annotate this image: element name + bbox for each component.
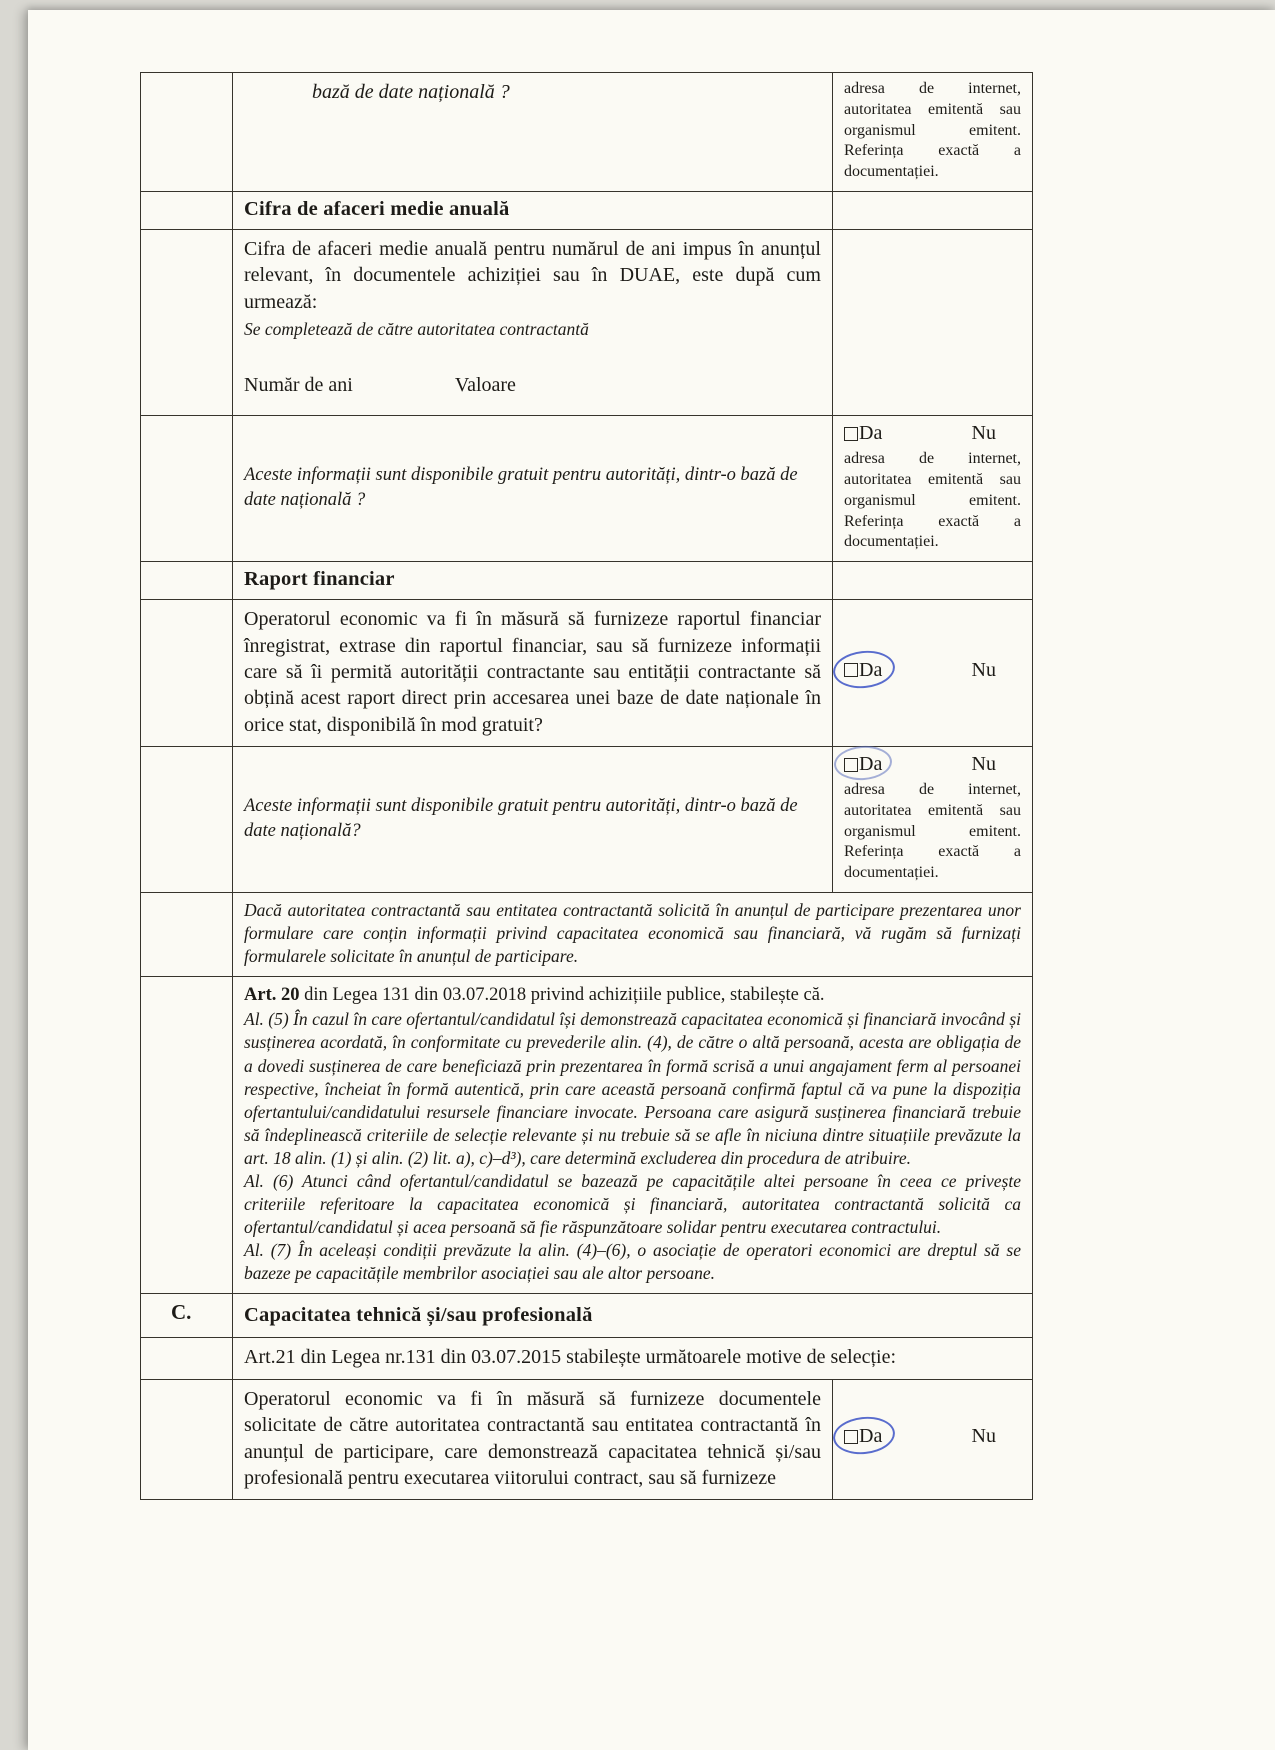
da-label: Da bbox=[859, 753, 883, 776]
table-row bbox=[141, 977, 1033, 1294]
nu-option[interactable]: Nu bbox=[971, 422, 996, 445]
cell-question-continuation bbox=[233, 73, 833, 192]
section-header-capacitatea: Capacitatea tehnică și/sau profesională bbox=[244, 1304, 593, 1327]
art20-al6: Al. (6) Atunci când ofertantul/candidatul se bazează pe capacitățile altei persoane în ceea ce privește criteriile referitoare la capacitatea economică și financiară, autoritatea contractantă solicită ca ofertantul/candidatul și acea persoană să fie răspunzătoare solidar pentru executarea contractului. bbox=[244, 1170, 1021, 1238]
table-row-section-header bbox=[141, 1294, 1033, 1338]
cell-art20 bbox=[233, 977, 1033, 1294]
art20-number: Art. 20 bbox=[244, 985, 300, 1006]
table-row-section-header bbox=[141, 191, 1033, 229]
da-option[interactable] bbox=[844, 1425, 882, 1448]
nu-option[interactable]: Nu bbox=[971, 658, 996, 681]
numar-ani-label: Număr de ani bbox=[244, 374, 353, 397]
cell-section-header bbox=[233, 1294, 1033, 1338]
da-label: Da bbox=[859, 658, 883, 681]
da-option[interactable] bbox=[844, 753, 882, 776]
completare-note: Se completează de către autoritatea contractantă bbox=[244, 319, 589, 340]
cell-cifra-body bbox=[233, 229, 833, 415]
art20-al7: Al. (7) În aceleași condiții prevăzute la alin. (4)–(6), o asociație de operatori economici are dreptul să se bazeze pe capacitățile membrilor asociației sau ale altor persoane. bbox=[244, 1240, 1021, 1284]
table-row bbox=[141, 893, 1033, 977]
section-header-raport: Raport financiar bbox=[244, 568, 395, 591]
da-nu-options bbox=[844, 422, 996, 445]
cell-index-empty bbox=[141, 893, 233, 977]
capacitate-question-text: Operatorul economic va fi în măsură să furnizeze documentele solicitate de către autoritatea contractantă sau entitatea contractantă în anunțul de participare, care demonstrează capacitatea tehnică și/sau profesională pentru executarea viitorului contract, sau să furnizeze bbox=[244, 1387, 821, 1490]
cell-art21 bbox=[233, 1338, 1033, 1379]
valoare-label: Valoare bbox=[454, 374, 516, 397]
table-row bbox=[141, 416, 1033, 562]
cell-index-empty bbox=[141, 191, 233, 229]
cell-answer bbox=[833, 747, 1033, 893]
da-label: Da bbox=[859, 422, 883, 445]
cell-question bbox=[233, 416, 833, 562]
cell-capacitate-question bbox=[233, 1379, 833, 1500]
da-option[interactable] bbox=[844, 422, 882, 445]
cell-index-empty bbox=[141, 747, 233, 893]
table-row bbox=[141, 73, 1033, 192]
art20-intro bbox=[244, 983, 1021, 1008]
da-nu-options bbox=[844, 1425, 996, 1448]
art20-al5: Al. (5) În cazul în care ofertantul/candidatul își demonstrează capacitatea economică și financiară invocând și susținerea acordată, în conformitate cu prevederile alin. (4), de către o altă persoană, acesta are obligația de a dovedi susținerea de care beneficiază prin prezentarea în formă scrisă a unui angajament ferm al persoanei respective, încheiat în formă autentică, prin care această persoană confirmă faptul că va pune la dispoziția ofertantului/candidatului resursele financiare invocate. Persoana care asigură susținerea financiară trebuie să îndeplinească criteriile de selecție relevante și nu trebuie să se afle în niciuna dintre situațiile prevăzute la art. 18 alin. (1) și alin. (2) lit. a), c)–d³), care determină excluderea din procedura de atribuire. bbox=[244, 1009, 1021, 1168]
evidence-note-text: adresa de internet, autoritatea emitentă sau organismul emitent. Referința exactă a documentației. bbox=[844, 781, 1021, 882]
question-continuation-text: bază de date națională ? bbox=[312, 81, 510, 103]
cell-formulare-note bbox=[233, 893, 1033, 977]
formulare-note-text: Dacă autoritatea contractantă sau entitatea contractantă solicită în anunțul de participare prezentarea unor formulare care conțin informații privind capacitatea economică sau financiară, vă rugăm să furnizați formularele solicitate în anunțul de participare. bbox=[244, 900, 1021, 967]
cifra-paragraph: Cifra de afaceri medie anuală pentru numărul de ani impus în anunțul relevant, în documentele achiziției sau în DUAE, este după cum urmează: bbox=[244, 237, 821, 313]
cell-section-letter bbox=[141, 1294, 233, 1338]
cell-index-empty bbox=[141, 1338, 233, 1379]
raport-question-text: Operatorul economic va fi în măsură să furnizeze raportul financiar înregistrat, extrase din raportul financiar, sau să furnizeze informații care să îi permită autorității contractante sau entității contractante să obțină acest raport direct prin accesarea unei baze de date naționale în orice stat, disponibilă în mod gratuit? bbox=[244, 608, 821, 736]
evidence-note-text: adresa de internet, autoritatea emitentă sau organismul emitent. Referința exactă a documentației. bbox=[844, 80, 1021, 181]
table-row bbox=[141, 229, 1033, 415]
nu-option[interactable]: Nu bbox=[971, 753, 996, 776]
section-letter: C. bbox=[171, 1300, 192, 1325]
question-text: Aceste informații sunt disponibile gratuit pentru autorități, dintr-o bază de date națională ? bbox=[244, 465, 798, 510]
art20-intro-rest: din Legea 131 din 03.07.2018 privind achizițiile publice, stabilește că. bbox=[299, 985, 825, 1006]
cell-answer bbox=[833, 1379, 1033, 1500]
ani-valoare-line bbox=[244, 374, 821, 397]
cell-question bbox=[233, 747, 833, 893]
procurement-form-table bbox=[140, 72, 1033, 1500]
cell-index-empty bbox=[141, 1379, 233, 1500]
cell-answer bbox=[833, 600, 1033, 747]
checkbox-icon[interactable] bbox=[844, 1430, 858, 1444]
da-option[interactable] bbox=[844, 659, 882, 682]
cell-index-empty bbox=[141, 977, 233, 1294]
da-nu-options bbox=[844, 659, 996, 682]
cell-empty bbox=[833, 229, 1033, 415]
da-nu-options bbox=[844, 753, 996, 776]
checkbox-icon[interactable] bbox=[844, 758, 858, 772]
evidence-note-text: adresa de internet, autoritatea emitentă sau organismul emitent. Referința exactă a documentației. bbox=[844, 450, 1021, 551]
checkbox-icon[interactable] bbox=[844, 663, 858, 677]
question-text: Aceste informații sunt disponibile gratuit pentru autorități, dintr-o bază de date națională? bbox=[244, 796, 798, 841]
checkbox-icon[interactable] bbox=[844, 427, 858, 441]
cell-evidence-note bbox=[833, 73, 1033, 192]
da-label: Da bbox=[859, 1425, 883, 1448]
cell-empty bbox=[833, 191, 1033, 229]
nu-option[interactable]: Nu bbox=[971, 1425, 996, 1448]
cell-section-header bbox=[233, 191, 833, 229]
scanned-document-page bbox=[28, 10, 1275, 1750]
table-row bbox=[141, 1338, 1033, 1379]
table-row-section-header bbox=[141, 562, 1033, 600]
cell-index-empty bbox=[141, 73, 233, 192]
table-row bbox=[141, 600, 1033, 747]
cell-raport-question bbox=[233, 600, 833, 747]
cell-index-empty bbox=[141, 562, 233, 600]
cell-empty bbox=[833, 562, 1033, 600]
cell-index-empty bbox=[141, 600, 233, 747]
table-row bbox=[141, 1379, 1033, 1500]
cell-index-empty bbox=[141, 416, 233, 562]
cell-answer bbox=[833, 416, 1033, 562]
cell-index-empty bbox=[141, 229, 233, 415]
art21-text: Art.21 din Legea nr.131 din 03.07.2015 stabilește următoarele motive de selecție: bbox=[244, 1346, 897, 1369]
table-row bbox=[141, 747, 1033, 893]
cell-section-header bbox=[233, 562, 833, 600]
section-header-cifra: Cifra de afaceri medie anuală bbox=[244, 197, 510, 220]
